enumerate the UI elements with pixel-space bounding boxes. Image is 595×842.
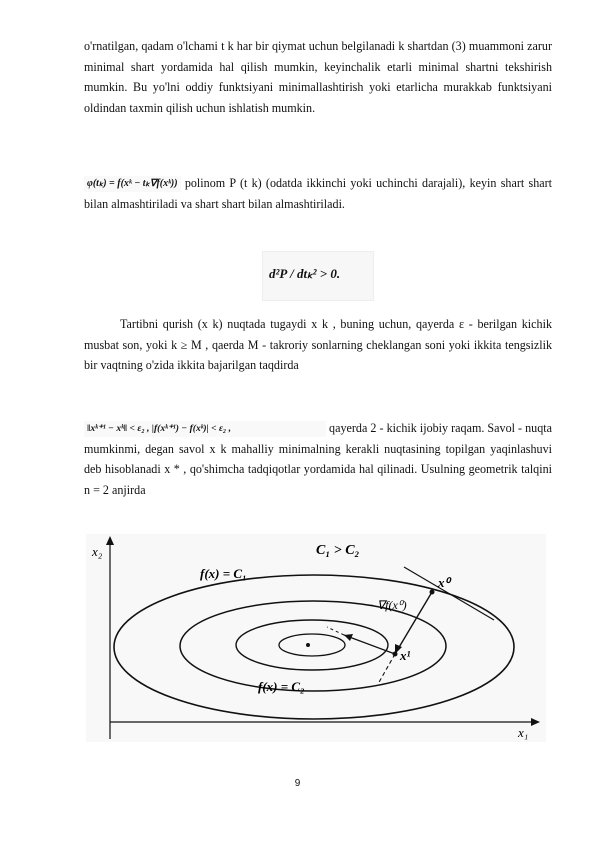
formula-second-derivative <box>262 251 374 301</box>
paragraph-1: o'rnatilgan, qadam o'lchami t k har bir qiymat uchun belgilanadi k shartdan (3) muammoni zarur minimal shart yordamida hal qilish mumkin, keyinchalik etarli minimal shartni tekshirish mumkin. Bu yo'lni oddiy funktsiyani minimallashtirish yoki etarlicha murakkab funktsiyani oldindan taxmin qilish uchun ishlatish mumkin. <box>84 39 552 115</box>
formula-second-derivative-text: d²P / dtₖ² > 0. <box>269 266 341 281</box>
figure-gradient-descent <box>86 534 546 742</box>
page-number: 9 <box>294 778 301 789</box>
formula-stopping-criteria: ‖xᵏ⁺¹ − xᵏ‖ < ε₂ , |f(xᵏ⁺¹) − f(xᵏ)| < ε₂ , <box>84 421 326 437</box>
label-gradient: − ∇f(x⁰) <box>366 598 407 612</box>
point-x0 <box>430 590 435 595</box>
minimum-point <box>306 643 310 647</box>
label-f-c1: f(x) = C₁ <box>200 566 247 581</box>
label-x0: x⁰ <box>438 575 450 590</box>
paragraph-2-text: polinom P (t k) (odatda ikkinchi yoki uchinchi darajali), keyin shart shart bilan almashtiriladi va shart shart bilan almashtiriladi. <box>84 176 552 211</box>
paragraph-4-text: qayerda 2 - kichik ijobiy raqam. Savol - nuqta mumkinmi, degan savol x k mahalliy minimalning kerakli nuqtasining topilgan yaqinlashuvi deb hisoblanadi x * , qo'shimcha tadqiqotlar yordamida hal qilinadi. Usulning geometrik talqini n = 2 anjirda <box>84 421 552 497</box>
paragraph-3-text: Tartibni qurish (x k) nuqtada tugaydi x k , buning uchun, qayerda ε - berilgan kichik musbat son, yoki k ≥ M , qaerda M - takroriy sonlarning cheklangan soni yoki ikkita tengsizlik bir vaqtning o'zida ikkita bajarilgan taqdirda <box>84 317 552 373</box>
paragraph-2 <box>84 173 552 214</box>
figure-svg <box>86 534 546 742</box>
paragraph-3 <box>84 314 552 376</box>
label-c1-gt-c2: C₁ > C₂ <box>316 543 360 558</box>
label-x1-point: x¹ <box>400 648 411 663</box>
figure-background <box>86 534 546 742</box>
label-x2: x₂ <box>92 544 103 559</box>
label-f-c2: f(x) = C₂ <box>258 679 305 694</box>
label-x1: x₁ <box>518 725 529 740</box>
formula-phi: φ(tₖ) = f(xᵏ − tₖ∇f(xᵏ)) <box>84 176 181 192</box>
paragraph-4 <box>84 418 552 500</box>
